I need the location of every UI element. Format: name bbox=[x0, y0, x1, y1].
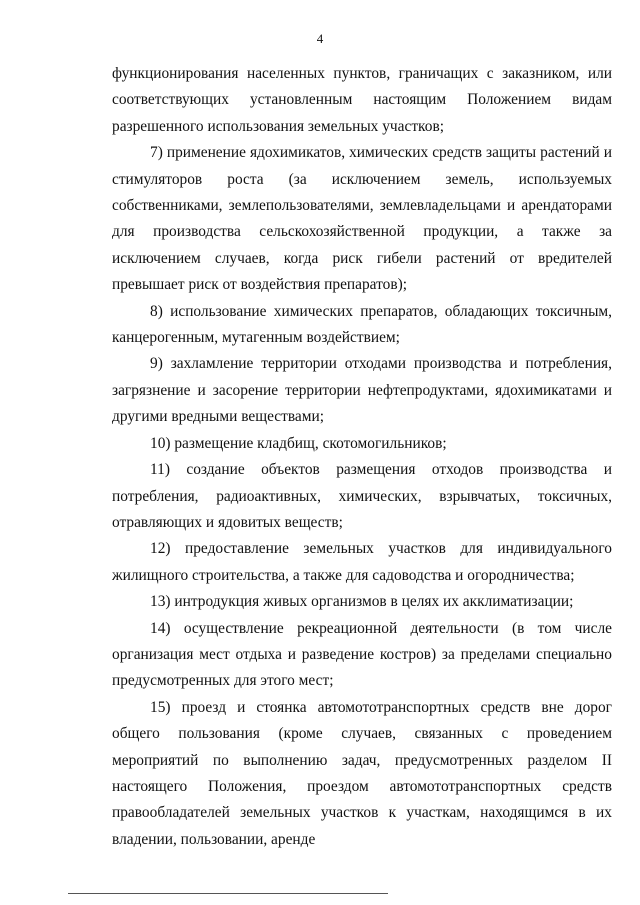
list-item-8: 8) использование химических препаратов, обладающих токсичным, канцерогенным, мутагенным воздействием; bbox=[112, 302, 612, 347]
page-number: 4 bbox=[316, 31, 324, 46]
paragraph-continuation: функционирования населенных пунктов, граничащих с заказником, или соответствующих установленным настоящим Положением видам разрешенного использования земельных участков; bbox=[112, 65, 612, 135]
list-item-10: 10) размещение кладбищ, скотомогильников; bbox=[150, 434, 447, 452]
list-item-11: 11) создание объектов размещения отходов производства и потребления, радиоактивных, химических, взрывчатых, токсичных, отравляющих и ядовитых веществ; bbox=[112, 461, 612, 531]
document-body bbox=[112, 61, 612, 853]
list-item-14: 14) осуществление рекреационной деятельности (в том числе организация мест отдыха и разведение костров) за пределами специально предусмотренных для этого мест; bbox=[112, 619, 612, 690]
list-item-15: 15) проезд и стоянка автомототранспортных средств вне дорог общего пользования (кроме случаев, связанных с проведением мероприятий по выполнению задач, предусмотренных разделом II настоящего Положения, проездом автомототранспортных средств правообладателей земельных участков к участкам, находящимся в их владении, пользовании, аренде bbox=[112, 698, 612, 848]
list-item-9: 9) захламление территории отходами производства и потребления, загрязнение и засорение территории нефтепродуктами, ядохимикатами и другими вредными веществами; bbox=[112, 355, 612, 426]
list-item-7: 7) применение ядохимикатов, химических средств защиты растений и стимуляторов роста (за исключением земель, используемых собственниками, землепользователями, землевладельцами и арендаторами для производства сельскохозяйственной продукции, а также за исключением случаев, когда риск гибели растений от вредителей превышает риск от воздействия препаратов); bbox=[112, 144, 612, 294]
list-item-12: 12) предоставление земельных участков для индивидуального жилищного строительства, а также для садоводства и огородничества; bbox=[112, 540, 612, 584]
list-item-13: 13) интродукция живых организмов в целях их акклиматизации; bbox=[150, 593, 574, 611]
page-bottom-rule bbox=[68, 893, 388, 894]
